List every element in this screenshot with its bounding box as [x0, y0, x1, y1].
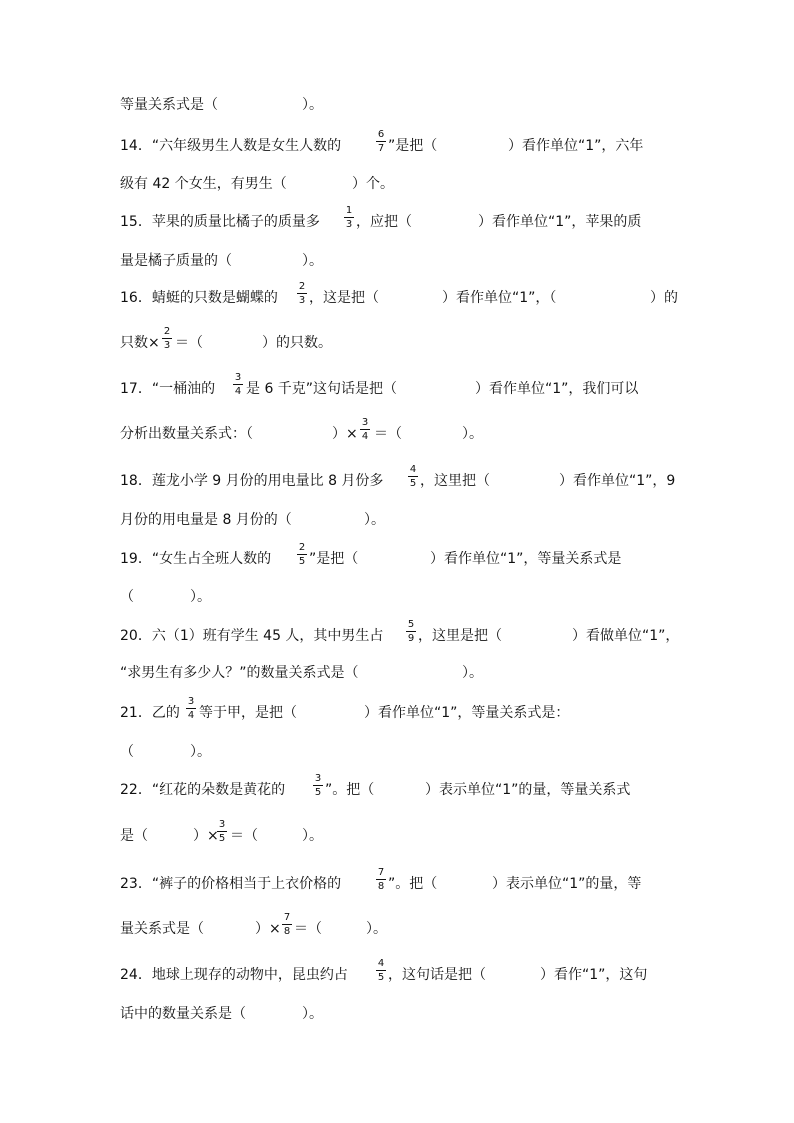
- text-line: （ ）。: [120, 589, 211, 605]
- text-line: 只数× $\frac{2}{3}$ ＝（ ）的只数。: [120, 326, 332, 351]
- question-20: 20．六（1）班有学生 45 人，其中男生占 $\frac{5}{9}$ ，这里是把（ ）看做单位“1”，: [120, 619, 680, 644]
- question-19: 19．“女生占全班人数的 $\frac{2}{5}$ ”是把（ ）看作单位“1”，等量关系式是: [120, 542, 622, 567]
- fraction: $\frac{4}{5}$: [377, 958, 385, 983]
- text-line: （ ）。: [120, 744, 211, 760]
- fraction: $\frac{3}{5}$: [218, 819, 226, 844]
- fraction: $\frac{3}{5}$: [314, 773, 322, 798]
- question-23: 23．“裤子的价格相当于上衣价格的 $\frac{7}{8}$ ”。把（ ）表示单位“1”的量，等: [120, 867, 642, 892]
- fraction: $\frac{3}{4}$: [361, 417, 369, 442]
- fraction: $\frac{1}{3}$: [345, 205, 353, 230]
- fraction: $\frac{3}{4}$: [187, 696, 195, 721]
- text-line: 级有 42 个女生，有男生（ ）个。: [120, 176, 394, 192]
- text-line: 是（ ）× $\frac{3}{5}$ ＝（ ）。: [120, 819, 323, 844]
- text-line: 等量关系式是（ ）。: [120, 97, 323, 113]
- text-line: 量是橘子质量的（ ）。: [120, 253, 323, 269]
- fraction: $\frac{4}{5}$: [409, 464, 417, 489]
- question-18: 18．莲龙小学 9 月份的用电量比 8 月份多 $\frac{4}{5}$ ，这里把（ ）看作单位“1”，9: [120, 464, 676, 489]
- question-15: 15．苹果的质量比橘子的质量多 $\frac{1}{3}$ ，应把（ ）看作单位“1”，苹果的质: [120, 205, 642, 230]
- question-24: 24．地球上现存的动物中，昆虫约占 $\frac{4}{5}$ ，这句话是把（ ）看作“1”，这句: [120, 958, 648, 983]
- text-line: 分析出数量关系式：（ ）× $\frac{3}{4}$ ＝（ ）。: [120, 417, 483, 442]
- question-21: 21．乙的 $\frac{3}{4}$ 等于甲，是把（ ）看作单位“1”，等量关系式是：: [120, 696, 570, 721]
- text-line: 话中的数量关系是（ ）。: [120, 1006, 323, 1022]
- fraction: $\frac{2}{5}$: [298, 542, 306, 567]
- fraction: $\frac{3}{4}$: [234, 372, 242, 397]
- fraction: $\frac{2}{3}$: [163, 326, 171, 351]
- fraction: $\frac{7}{8}$: [377, 867, 385, 892]
- fraction: $\frac{7}{8}$: [283, 912, 291, 937]
- fraction: $\frac{5}{9}$: [407, 619, 415, 644]
- fraction: $\frac{2}{3}$: [298, 281, 306, 306]
- text-line: “求男生有多少人？”的数量关系式是（ ）。: [120, 665, 483, 681]
- question-14: 14．“六年级男生人数是女生人数的 $\frac{6}{7}$ ”是把（ ）看作单位“1”，六年: [120, 129, 644, 154]
- text-line: 量关系式是（ ）× $\frac{7}{8}$ ＝（ ）。: [120, 912, 387, 937]
- question-17: 17．“一桶油的 $\frac{3}{4}$ 是 6 千克”这句话是把（ ）看作单位“1”，我们可以: [120, 372, 639, 397]
- question-16: 16．蜻蜓的只数是蝴蝶的 $\frac{2}{3}$ ，这是把（ ）看作单位“1”，（ ）的: [120, 281, 678, 306]
- fraction: $\frac{6}{7}$: [377, 129, 385, 154]
- question-22: 22．“红花的朵数是黄花的 $\frac{3}{5}$ ”。把（ ）表示单位“1”的量，等量关系式: [120, 773, 631, 798]
- text-line: 月份的用电量是 8 月份的（ ）。: [120, 512, 385, 528]
